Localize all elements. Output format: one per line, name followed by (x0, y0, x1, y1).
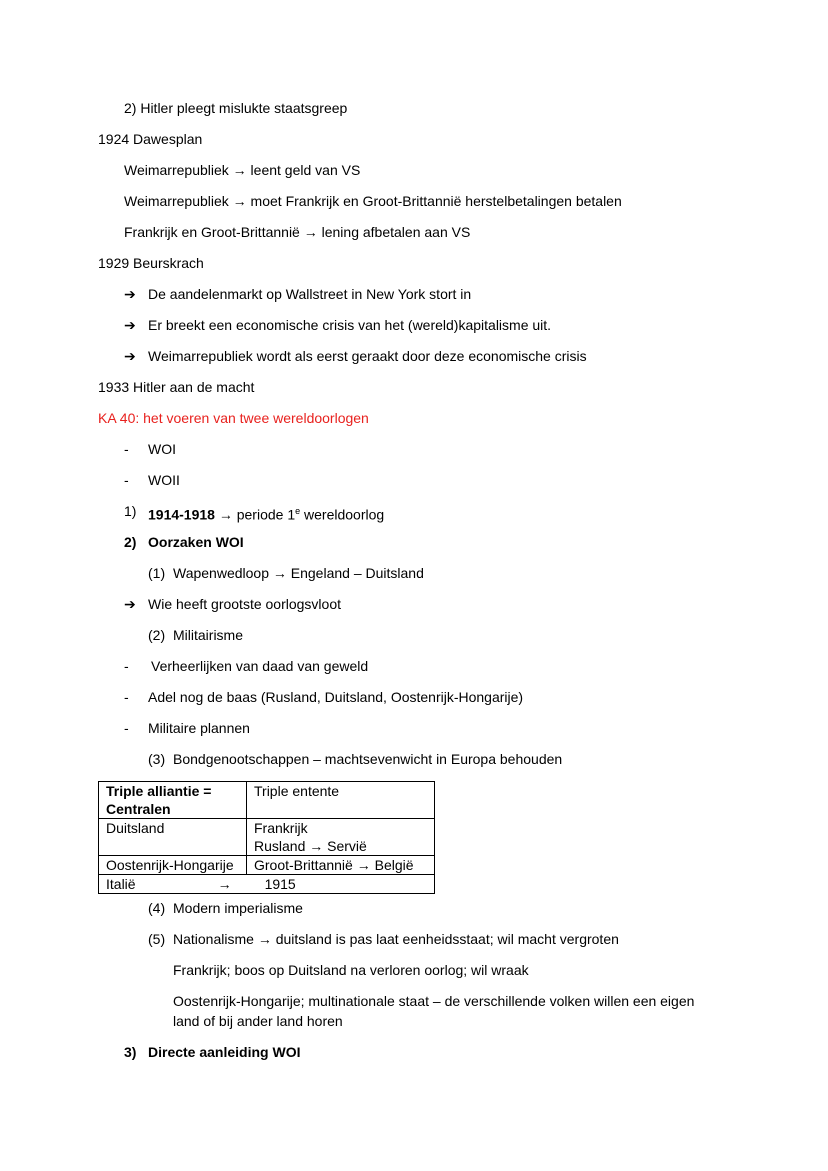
line-wapenwedloop: Wapenwedloop → Engeland – Duitsland (173, 565, 424, 581)
line-1914-1918: 1914-1918 → periode 1e wereldoorlog (148, 506, 385, 523)
dash-bullet: - (124, 689, 129, 705)
line-bondgenootschappen: Bondgenootschappen – machtsevenwicht in Europa behouden (173, 751, 563, 767)
table-cell: Italië → 1915 (99, 875, 435, 894)
arrow-bullet-icon: ➔ (124, 317, 136, 333)
line-1924-dawesplan: 1924 Dawesplan (98, 131, 203, 147)
table-row (99, 782, 435, 819)
table-row (99, 875, 435, 894)
number-marker: 3) (124, 1044, 137, 1060)
line-militairisme: Militairisme (173, 627, 243, 643)
heading-directe-aanleiding: Directe aanleiding WOI (148, 1044, 301, 1060)
paren-marker: (4) (148, 900, 166, 916)
line-weimar-herstel: Weimarrepubliek → moet Frankrijk en Groot-Brittannië herstelbetalingen betalen (124, 193, 622, 209)
dash-bullet: - (124, 441, 129, 457)
line-1933-hitler: 1933 Hitler aan de macht (98, 379, 255, 395)
line-frankrijk-lening: Frankrijk en Groot-Brittannië → lening afbetalen aan VS (124, 224, 471, 240)
line-oostenrijk-a: Oostenrijk-Hongarije; multinationale staat – de verschillende volken willen een eigen (173, 993, 695, 1009)
line-oostenrijk-b: land of bij ander land horen (173, 1013, 343, 1029)
table-row (99, 819, 435, 856)
line-woi: WOI (148, 441, 176, 457)
paren-marker: (3) (148, 751, 166, 767)
paren-marker: (2) (148, 627, 166, 643)
line-nationalisme: Nationalisme → duitsland is pas laat eenheidsstaat; wil macht vergroten (173, 931, 619, 947)
line-militaire-plannen: Militaire plannen (148, 720, 250, 736)
table-cell: Frankrijk Rusland → Servië (247, 819, 435, 856)
line-oorlogsvloot: Wie heeft grootste oorlogsvloot (148, 596, 341, 612)
section-heading-ka40: KA 40: het voeren van twee wereldoorlogen (98, 410, 369, 426)
dash-bullet: - (124, 658, 129, 674)
line-adel: Adel nog de baas (Rusland, Duitsland, Oostenrijk-Hongarije) (148, 689, 524, 705)
dash-bullet: - (124, 472, 129, 488)
table-cell: Oostenrijk-Hongarije (99, 856, 247, 875)
table-row (99, 856, 435, 875)
paren-marker: (1) (148, 565, 166, 581)
number-marker: 2) (124, 534, 137, 550)
line-woii: WOII (148, 472, 180, 488)
arrow-bullet-icon: ➔ (124, 286, 136, 302)
number-marker: 1) (124, 503, 137, 519)
line-weimar-leent: Weimarrepubliek → leent geld van VS (124, 162, 361, 178)
dash-bullet: - (124, 720, 129, 736)
line-imperialisme: Modern imperialisme (173, 900, 303, 916)
table-cell: Duitsland (99, 819, 247, 856)
line-hitler-staatsgreep: 2) Hitler pleegt mislukte staatsgreep (124, 100, 348, 116)
arrow-bullet-icon: ➔ (124, 348, 136, 364)
line-frankrijk-wraak: Frankrijk; boos op Duitsland na verloren oorlog; wil wraak (173, 962, 529, 978)
table-header-cell: Triple entente (247, 782, 435, 819)
line-aandelenmarkt: De aandelenmarkt op Wallstreet in New York stort in (148, 286, 472, 302)
year-range: 1914-1918 (148, 506, 215, 523)
table-header-cell: Triple alliantie = Centralen (99, 782, 247, 819)
heading-oorzaken-woi: Oorzaken WOI (148, 534, 244, 550)
paren-marker: (5) (148, 931, 166, 947)
table-cell: Groot-Brittannië → België (247, 856, 435, 875)
line-verheerlijken: Verheerlijken van daad van geweld (151, 658, 369, 674)
line-crisis: Er breekt een economische crisis van het (wereld)kapitalisme uit. (148, 317, 552, 333)
alliances-table (98, 781, 435, 894)
arrow-bullet-icon: ➔ (124, 596, 136, 612)
line-1929-beurskrach: 1929 Beurskrach (98, 255, 204, 271)
line-weimar-geraakt: Weimarrepubliek wordt als eerst geraakt door deze economische crisis (148, 348, 587, 364)
